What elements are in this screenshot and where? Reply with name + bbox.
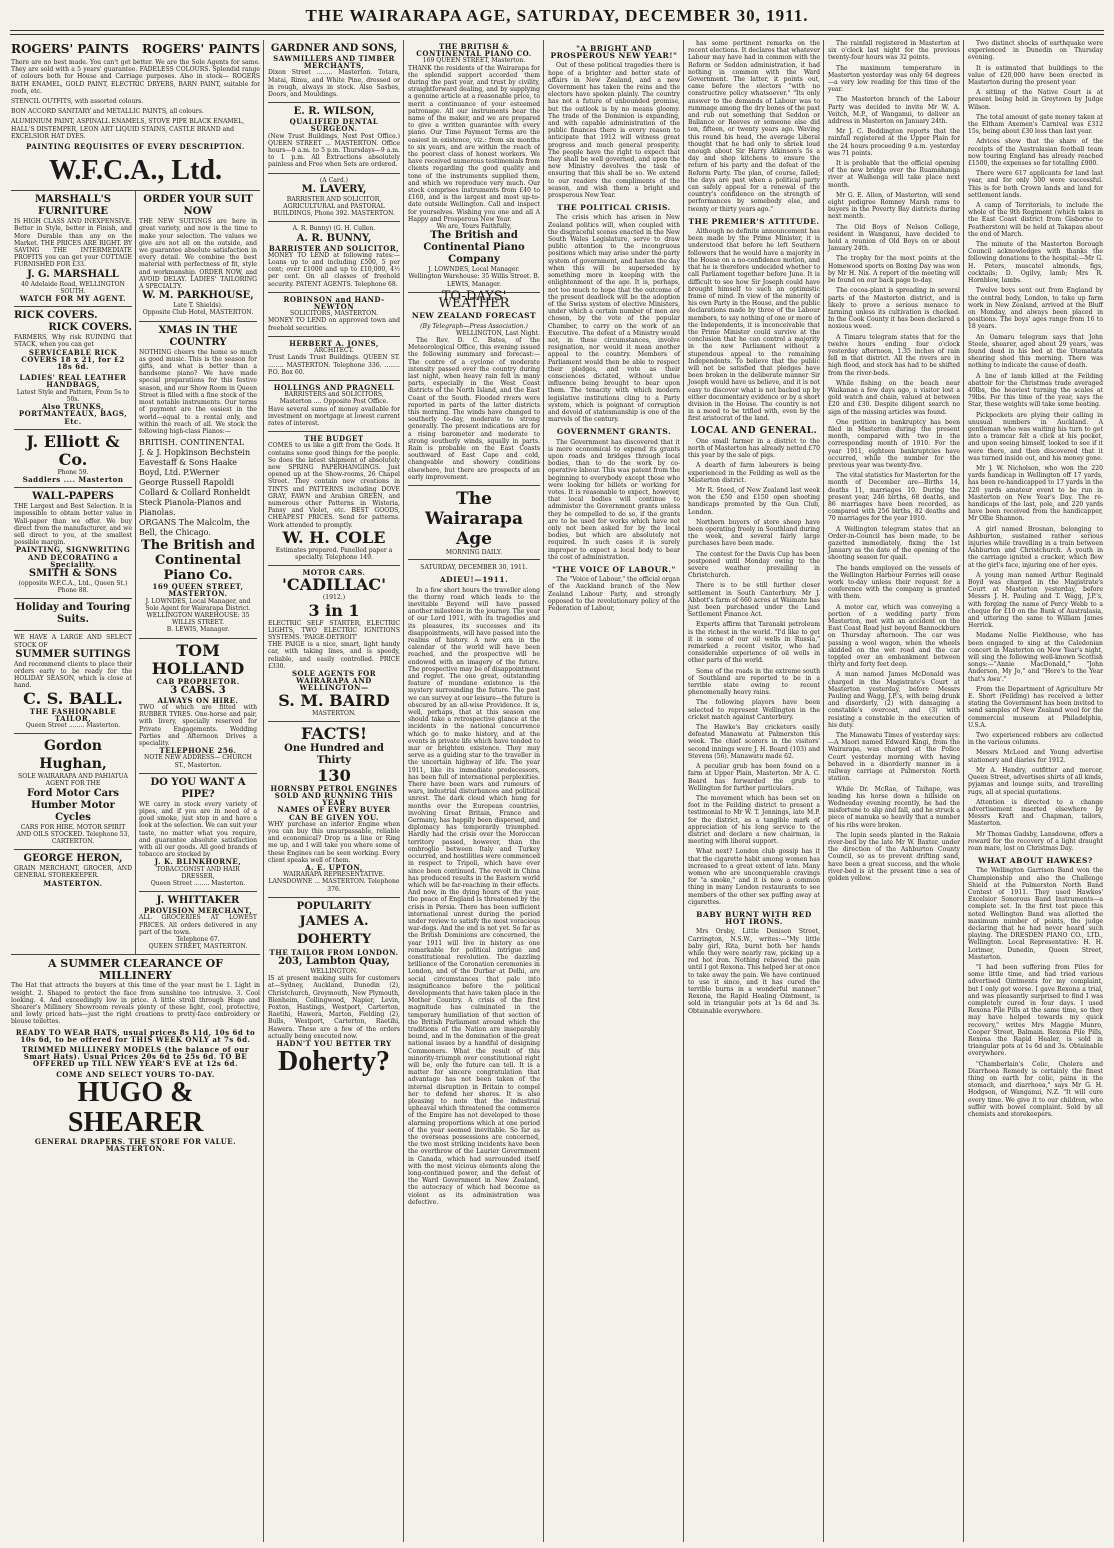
baby-body: Mrs Orsby, Little Denison Street, Carrington, N.S.W., writes:—"My little baby girl, Rita, burnt both her hands while they were nearly raw, picking up a red hot iron. Nothing relieved the pain until I got Rexona. This helped her at once to take away the pain. We have continued to use it since, and it has cured the terrible burns in a wonderful manner." Rexona, the Rapid Healing Ointment, is sold in triangular pots at 1s 6d and 3s. Obtainable everywhere. xyxy=(688,928,821,1015)
parkhouse-name: W. M. PARKHOUSE, xyxy=(142,290,254,302)
editorial-date: SATURDAY, DECEMBER 30, 1911. xyxy=(420,564,528,572)
piano-title: THE BRITISH & CONTINENTAL PIANO CO. xyxy=(416,42,532,59)
hughan-hire: CARS FOR HIRE. MOTOR SPIRIT AND OILS STOCKED. Telephone 53, CARTERTON. xyxy=(16,823,130,845)
facts-agent: A. E. UPTON, xyxy=(305,863,363,873)
jones-name: HERBERT A. JONES, xyxy=(289,338,379,348)
local-para: Experts affirm that Taranaki petroleum is the richest in the world. "I'd like to get it in some of our oil wells in Russia," remarked a recent visitor, who had considerable experience of oil wells in other parts of the world. xyxy=(688,621,820,665)
news-para: The cocoa-plant is spreading in several parts of the Masterton district, and is likely to prove a serious menace to farming unless its cultivation is checked. In the Cook County it has been declared a noxious weed. xyxy=(828,287,960,331)
news-para: Mr J. W. Nicholson, who won the 220 yards handicap in Wellington off 17 yards, has been re-handicapped to 17 yards in the 220 yards amateur event to be run in Masterton on New Year's Day. The re-handicaps of the last, pole, and 220 yards have been received from the handicapper, Mr Ollie Shannon. xyxy=(968,464,1103,523)
gardner-tag: SAWMILLERS AND TIMBER MERCHANTS, xyxy=(273,54,395,71)
cadillac-year: (1912.) xyxy=(322,594,346,602)
doherty-question: HADN'T YOU BETTER TRY xyxy=(276,1039,392,1049)
weather-body: The Rev. D. C. Bates, of the Meteorological Office, this evening issued the following summary and forecast:— The centre of a cyclone of moderate intensity passed over the country during last night, when heavy rain fell in many parts, especially in the West Coast districts of the North Island, and the East Coast of the South. Flooded rivers were reported in parts of the latter districts this morning. The winds have changed to southerly to-day, moderate to strong generally. The present indications are for a rising barometer and moderate to strong southerly winds, squally in parts. Rain is probable on the East Coasts southward of East Cape and cold, changeable and showery conditions elsewhere, but there are prospects of an early improvement. xyxy=(408,336,540,481)
wallpaper-title: WALL-PAPERS xyxy=(32,491,114,503)
doherty-big: Doherty? xyxy=(278,1046,390,1078)
xmas-warehouse: WELLINGTON WAREHOUSE: 35 WILLIS STREET. xyxy=(146,611,250,627)
nameplate-block xyxy=(408,485,540,560)
news-para: It is estimated that buildings to the value of £20,000 have been erected in Masterton during the present year. xyxy=(968,64,1103,87)
rick-title-1: RICK COVERS. xyxy=(14,310,98,322)
suitings-body-2: And recommend clients to place their orders early to be ready for the HOLIDAY SEASON, which is close at hand. xyxy=(14,660,132,690)
pipe-name: J. K. BLINKHORNE, xyxy=(154,857,242,867)
news-para: There were 617 applicants for land last year, and for only 500 were successful. This is for both Crown lands and land for settlement lands. xyxy=(968,170,1103,199)
pipe-body: WE carry in stock every variety of pipes, and if you are in need of a good smoke, just step in and have a look at the selection. We can suit your taste, no matter what you require, and guarantee absolute satisfaction with all our goods. All good brands of tobacco are stocked by xyxy=(139,800,257,859)
facts-num: 130 xyxy=(317,765,351,785)
xmas-agent: J. LOWNDES, Local Manager, and Sole Agent for Wairarapa District. xyxy=(145,597,251,612)
news-para: A sitting of the Native Court is at present being held in Greytown by Judge Wilson. xyxy=(968,89,1103,111)
news-para: Advices show that the share of the receipts of the Australasian football team now touring England has already reached £1500, the expenses so far totalling £900. xyxy=(968,138,1103,168)
rogers-line: STENCIL OUTFITS, with assorted colours. xyxy=(11,98,144,106)
ad-wilson xyxy=(268,103,400,173)
whittaker-body: ALL GROCERIES AT LOWEST PRICES. All orders delivered in any part of the town. xyxy=(139,914,257,936)
local-para: There is to be still further closer settlement in South Canterbury. Mr J. Abbott's farm of 660 acres at Waimate has just been purchased under the Land Settlement Finance Act. xyxy=(688,582,820,619)
piano-manager: J. LOWNDES, Local Manager. xyxy=(428,266,520,274)
bunny-tag: BARRISTER AND SOLICITOR, xyxy=(268,243,400,253)
wallpaper-firm: SMITH & SONS xyxy=(28,567,118,579)
column-rule xyxy=(823,40,824,1542)
ad-cadillac xyxy=(268,566,400,722)
local-para: The following players have been selected to represent Wellington in the cricket match against Canterbury. xyxy=(688,699,820,721)
local-para: Northern buyers of store sheep have been operating freely in Southland during the week, and several fairly large purchases have been made. xyxy=(688,518,820,548)
editorial xyxy=(408,564,540,1206)
budget-title: THE BUDGET xyxy=(304,434,364,444)
ad-hollings xyxy=(268,381,400,432)
cadillac-body: ELECTRIC SELF STARTER, ELECTRIC LIGHTS, TWO ELECTRIC IGNITIONS SYSTEMS. 'PAIGE-DETROIT' xyxy=(268,619,400,641)
parkhouse-late: Late T. Shields). xyxy=(173,302,223,310)
bright-body: Out of these political tragedies there is hope of a brighter and better state of affairs in New Zealand, and a new Government has taken the reins and the electors have spoken plainly. The country has not a future of unbounded promise, but the outlook is by no means gloomy. The trade of the Dominion is expanding, and with capable administration of the public finances there is every reason to anticipate that 1912 will witness great progress and much general prosperity. The people have the right to expect that they shall be well governed, and upon the new Ministry devolves the task of ensuring that this shall be so. We extend to our readers the compliments of the season, and wish them a bright and prosperous New Year. xyxy=(548,62,680,200)
premier-title: THE PREMIER'S ATTITUDE. xyxy=(688,216,820,226)
facts-text: WHY purchase an inferior Engine when you can buy this unsurpassable, reliable and economical? Drop us a line or Ring me up, and I will take you where some of these Engines can be seen working. Every client speaks well of them. xyxy=(268,820,400,864)
parkhouse-addr: Opposite Club Hotel, MASTERTON. xyxy=(142,309,254,317)
news-para: One petition in bankruptcy has been filed in Masterton during the present month, compared with two in the corresponding month of 1910. For the year 1911, eighteen bankruptcies have occurred, while the number for the previous year was twenty-five. xyxy=(828,418,960,469)
local-para: The contest for the Davis Cup has been postponed until Monday owing to the severe weather prevailing in Christchurch. xyxy=(688,550,820,580)
column-rule xyxy=(403,40,404,1542)
millinery-tag: GENERAL DRAPERS. THE STORE FOR VALUE. MASTERTON. xyxy=(34,1136,237,1154)
ball-name: C. S. BALL. xyxy=(23,688,123,708)
masthead: THE WAIRARAPA AGE, SATURDAY, DECEMBER 30, 1911. xyxy=(305,6,809,25)
piano-maker: J. & J. Hopkinson Bechstein xyxy=(139,448,251,458)
political-title: THE POLITICAL CRISIS. xyxy=(557,203,671,213)
news-para: A camp of Territorials, to include the whole of the 9th Regiment (which takes in the East Coast district from Gisborne to Featherston) will be held at Takapau about the end of March. xyxy=(968,202,1103,238)
rogers-line: BON ACCORD SANITARY and METALLIC PAINTS, all colours. xyxy=(11,108,204,116)
news-para: While fishing on the beach near Waikanae a few days ago, a visitor lost a gold watch and chain, valued at between £20 and £30. Despite diligent search no sign of the missing articles was found. xyxy=(828,379,960,416)
editorial-title: ADIEU!—1911. xyxy=(439,575,509,585)
marshall-name: J. G. MARSHALL xyxy=(27,268,119,280)
grants-body: The Government has discovered that it is more economical to expend its grants upon roads and bridges through local bodies, than to do the work by co-operative labour. This was patent from the beginning to everybody except those who were looking for billets or working for votes. It is reasonable to expect, however, that local bodies will continue to administer the Government grants unless they be compelled to do so, if the grants are to be used for works which have not only not been asked for by the local bodies, but which are absolutely not required. In such cases it is surely improper to expect a local body to bear the cost of administration. xyxy=(548,438,680,561)
local-para: The movement which has been set on foot in the Feilding district to present a testimonial to Mr W. T. Jennings, late M.P. for the district, as a tangible mark of appreciation of his long service to the district and declare a new chairman, is meeting with liberal support. xyxy=(688,794,820,846)
millinery-title: A SUMMER CLEARANCE OF MILLINERY xyxy=(47,957,224,983)
xmas-title: XMAS IN THE COUNTRY xyxy=(158,324,238,348)
weather-sub: NEW ZEALAND FORECAST xyxy=(411,311,537,321)
whittaker-tel: Telephone 67. xyxy=(176,936,220,944)
news-para: An Oamaru telegram says that John Steele, shearer, aged about 29 years, was found dead in his bed at the Otematata shearing shed this morning. There was nothing to indicate the cause of death. xyxy=(968,333,1103,370)
rexona-body: "I had been suffering from Piles for some little time, and had tried various advertised Ointments for my complaint, but I only got worse. I gave Rexona a trial, and was pleasantly surprised to find I was completely cured in four days. I used Rexona Pile Pills at the same time, so they may have helped towards my quick recovery," writes Mrs Maggie Munro, Cooper Street, Balmain. Rexona Pile Pills, Rexona the Rapid Healer, is sold in triangular pots at 1s 6d and 3s. Obtainable everywhere. xyxy=(968,963,1103,1058)
local-para: One small farmer in a district to the north of Masterton has already netted £70 this year by the sale of pigs. xyxy=(688,437,820,460)
hollings-body: Have several sums of money available for investment on mortgage at lowest current rates of interest. xyxy=(268,405,400,427)
news-para: A young man named Arthur Reginald Boyd was charged in the Magistrate's Court at Masterton yesterday, before Messrs J. H. Pauling and T. Wagg, J.P.'s, with forging the name of Percy Webb to a cheque for £10 on the Bank of Australasia, and uttering the same to William James Herrick. xyxy=(968,571,1103,630)
wilson-body: (New Trust Buildings, Next Post Office.) QUEEN STREET ... MASTERTON. Office hours—9 a.m. to 5 p.m. Thursdays—9 a.m. to 1 p.m. All Extractions absolutely painless and Free when Sets are ordered. xyxy=(268,132,400,169)
xmas-manager: B. LEWIS, Manager. xyxy=(166,626,230,634)
ad-doherty xyxy=(268,898,400,1081)
holland-always: ALWAYS ON HIRE. xyxy=(157,695,239,705)
local-para: The Hawke's Bay cricketers easily defeated Manawatu at Palmerston this week. The chief scorers in the visitors' second innings were J. H. Board (103) and Stevens (56). Manawatu made 62. xyxy=(688,724,820,760)
news-para: Mr A. Hendry, outfitter and mercer, Queen Street, advertises shirts of all kinds, pyjamas and lounge suits, and travelling rugs, all at special quotations. xyxy=(968,766,1103,796)
elliott-phone: Phone 59. xyxy=(57,468,89,476)
ad-gardner xyxy=(268,40,400,103)
piano-maker: BRITISH. CONTINENTAL xyxy=(139,438,245,448)
labour-body: The "Voice of Labour," the official organ of the Auckland branch of the New Zealand Labour Party, and strongly opposed to the revolutionary policy of the Federation of Labour, xyxy=(548,576,680,613)
news-para: Attention is directed to a change advertisement inserted elsewhere by Messrs Kraft and Chapman, tailors, Masterton. xyxy=(968,798,1103,828)
news-para: The total amount of gate money taken at the Eltham Axemen's Carnival was £312 15s, being about £30 less than last year. xyxy=(968,113,1103,136)
facts-title: FACTS! xyxy=(300,723,368,743)
column-rule xyxy=(543,40,544,1542)
news-para: Madame Nellie Fieldhouse, who has been engaged to sing at the Caledonian concert in Masterton on New Year's night, will sing the following well-known Scottish songs:—"Annie MacDonald," "John Anderson, My Jo," and "Here's to the Year that's Awa'." xyxy=(968,632,1103,683)
ad-bunny xyxy=(268,222,400,292)
news-para: The bands employed on the vessels of the Wellington Harbour Ferries will cease work to-day unless their request for a conference with the company is granted with them. xyxy=(828,564,960,601)
piano-addr: 169 QUEEN STREET, Masterton. xyxy=(422,57,526,65)
ball-tag: THE FASHIONABLE TAILOR, xyxy=(29,706,117,723)
ladies-trunks: Also TRUNKS, PORTMANTEAUX, BAGS, Etc. xyxy=(18,402,128,426)
ladies-body: Latest Style and Pattern, From 5s to 50s. xyxy=(16,388,130,403)
cadillac-town: MASTERTON. xyxy=(312,709,356,717)
ad-lavery xyxy=(268,174,400,223)
ad-parkhouse xyxy=(139,191,257,321)
hughan-name: Gordon Hughan, xyxy=(39,738,107,773)
cadillac-title: MOTOR CARS. xyxy=(302,568,366,578)
weather-byline: (By Telegraph—Press Association.) xyxy=(420,322,528,330)
wallpaper-trade: PAINTING, SIGNWRITING AND DECORATING a Speciality. xyxy=(15,545,131,569)
ad-millinery xyxy=(11,954,260,1156)
masthead-rule-2 xyxy=(10,34,1104,35)
rogers-line: PAINTING REQUISITES OF EVERY DESCRIPTION. xyxy=(26,142,245,152)
ad-pipe xyxy=(139,774,257,892)
budget-tel: Estimates prepared. Panelled paper a specialty. Telephone 149. xyxy=(275,546,393,561)
doherty-pop: POPULARITY xyxy=(296,900,372,912)
local-title: LOCAL AND GENERAL. xyxy=(690,425,818,436)
rogers-title-left: ROGERS' PAINTS xyxy=(11,42,129,56)
suitings-title: SUMMER SUITINGS xyxy=(15,648,131,660)
column-5 xyxy=(545,40,683,1542)
column-3 xyxy=(265,40,403,1542)
millinery-ready: READY TO WEAR HATS, usual prices 8s 11d, 10s 6d to 10s 6d, to be offered for THIS WEEK ONLY at 7s 6d. xyxy=(15,1027,256,1044)
news-para: From the Department of Agriculture Mr E. Short (Feilding) has received a letter stating the Government has been invited to send samples of New Zealand wool for the commercial museum at Philadelphia, U.S.A. xyxy=(968,685,1103,729)
bright-title: "A BRIGHT AND PROSPEROUS NEW YEAR!" xyxy=(550,44,678,61)
news-para: The trophy for the most points at the Homewood sports on Boxing Day was won by Mr H. Nix. A report of the meeting will be found on our back page to-day. xyxy=(828,255,960,285)
chamberlain-body: "Chamberlain's Colic, Cholera and Diarrhoea Remedy is certainly the finest thing on earth for colic, pains in the stomach, and diarrhoea," says Mr G. H. Hodgson, of Wanganui, N.Z. "It will cure every time. We give it to our children, who suffer with bowel complaint. Sold by all chemists and storekeepers. xyxy=(968,1060,1103,1119)
piano-maker: Collard & Collard Ronheldt xyxy=(139,488,251,498)
editorial-body: In a few short hours the traveller along the thorny road which leads to the inevitable Beyond will have passed another milestone in the journey. The year of our Lord 1911, with its tragedies and its pleasures, its successes and its disappointments, will have passed into the realms of history. A new era in the calendar of the world will have been reached, and the prospective will be endowed with an imagery of the future. The prospective may be of disappointment and regret. The one great, outstanding feature of mundane existence is the mystery surrounding the future. The past we can survey at our leisure—the future is obscured by an all-wise Providence. It is, well, perhaps, that at this season one should take a retrospective glance at the incidents in the national concurrence which go to make history, and at the events in private life which have tended to mar or brighten existence. They may serve as a guiding star to the traveller in the uncertain highway of life. The year 1911, like its immediate predecessors, has been full of international perplexities. There have been wars and rumours of wars, industrial disturbances and political unrest. The dark cloud which hung for months over the European countries, involving Great Britain, France and Germany, has happily been dispersed, and diplomacy has temporarily triumphed. Hardly had the crisis over the Moroccan territory passed, however, than the embroglio between Italy and Turkey occurred, and hostilities were commenced in respect to Tripoli, which have ever since been continued. The revolt in China has produced results in the Eastern world which will be far-reaching in their effects. And now, in the dying hours of the year, the peace of England is threatened by the crisis in Persia. There has been sufficient international unrest during the period under review to satisfy the most voracious war-dogs. And the end is not yet. So far as the British Dominions are concerned, the year 1911 will live in history as one remarkable for political intrigue and constitutional revolution. The dazzling brilliance of the Coronation ceremonies in London, and of the Durbar at Delhi, are social circumstances that pale into insignificance before the political developments that have taken place in the Mother Country. A crisis of the first magnitude has culminated in the temporary humiliation of that section of the British Parliament around which the traditions of the Nation are inseparably bound, and in the domination of the great national issues by a handful of designing Commoners. What the result of this minority-triumph over constitutional right will be, only the future can tell. It is a matter for sincere congratulation that advantage has not been taken of the internal disruption in Britain to compel her to defend her shores. It is also pleasing to note that the industrial upheaval which threatened the commerce of the Empire has not developed to those alarming proportions which at one period of the year seemed inevitable. So far as the overseas possessions are concerned, the two most striking incidents have been the overthrow of the Laurier Government in Canada, which had surrounded itself with the most vicious elements along the long-continued power, and the defeat of the Ward Government in New Zealand, the autocracy of which had become as violent as its administration was defective. xyxy=(408,586,540,1206)
news-para: While Dr. McRae, of Taihape, was leading his horse down a hillside on Wednesday evening recently, he had the misfortune to slip and fall, and he struck a piece of manuka so heavily that a number of his ribs were broken. xyxy=(828,785,960,829)
news-para: The vital statistics for Masterton for the month of December are—Births 14, deaths 11, marriages 10. During the present year, 246 births, 68 deaths, and 86 marriages have been recorded, as compared with 256 births, 82 deaths and 70 marriages for the year 1910. xyxy=(828,472,960,523)
heron-body: GRAIN MERCHANT, GROCER, AND GENERAL STOREKEEPER. xyxy=(14,865,132,880)
rogers-body: There are no best made. You can't get better. We are the Sole Agents for same. They are sold with a 5 years' guarantee. FADELESS COLOURS. Splendid range of colours both for House and Carriage purposes. Also in stock— ROGERS BATH ENAMEL, GOLD PAINT, ELECTRIC DRYERS, BARN PAINT, suitable for roofs, etc. xyxy=(11,59,260,95)
ad-british-continental xyxy=(408,40,540,293)
cadillac-body-2: THE PAIGE is a nice, smart, light handy car, with taking lines, and is speedy, reliable, and easily controlled. PRICE £330. xyxy=(268,641,400,670)
pipe-title: DO YOU WANT A PIPE? xyxy=(150,776,246,800)
nameplate-tagline: MORNING DAILY. xyxy=(445,548,503,556)
ad-robinson xyxy=(268,293,400,337)
local-para: A dearth of farm labourers is being experienced in the Feilding as well as the Masterton district. xyxy=(688,462,820,484)
local-para: Mr R. Steed, of New Zealand last week won the £50 and £150 open shooting handicaps promoted by the Gun Club, London. xyxy=(688,486,820,516)
ad-elliott xyxy=(14,430,132,488)
weather-article xyxy=(408,288,540,481)
heron-name: GEORGE HERON, xyxy=(23,853,123,865)
ad-wallpapers xyxy=(14,488,132,599)
weather-dateline: WELLINGTON, Last Night. xyxy=(456,329,540,337)
jones-body: Trust Lands Trust Buildings. QUEEN ST. ........ MASTERTON. Telephone 336. ........ P.O. Box 60. xyxy=(268,354,400,376)
column-7 xyxy=(825,40,963,1542)
ad-heron xyxy=(14,850,132,891)
pipe-tag: TOBACCONIST AND HAIR DRESSER, xyxy=(156,865,240,880)
suitings-body: WE HAVE A LARGE AND SELECT STOCK OF xyxy=(14,634,132,649)
marshall-addr: 40 Adelaide Road, WELLINGTON SOUTH. xyxy=(20,280,126,295)
political-body: The crisis which has arisen in New Zealand politics will, when coupled with the disgraceful scenes enacted in the New South Wales Legislature, serve to draw public attention to the incongruous positions which may arise under the party system of government, and hasten the day when this will be superseded by something more in keeping with the enlightenment of the age. It is, perhaps, not too much to hope that the outcome of the present deadlock will be the adoption of the Swiss system of elective Ministers, under which a certain number of men are chosen, by the vote of the popular Chamber, to carry on the work of an Executive. The defeat of a Ministry would not, in these circumstances, involve resignation, nor would it mean another appeal to the country. Members of Parliament would then be able to respect their pledges, and vote as their consciences dictated, without undue influence being brought to bear upon them. The tenacity with which modern legislative institutions cling to a Party system, which is poignant of corruption and devoid of statesmanship is one of the marvels of the century. xyxy=(548,214,680,424)
rick-offer: SERVICEABLE RICK COVERS 18 x 21, for £2 18s 6d. xyxy=(21,347,125,372)
column-8 xyxy=(965,40,1106,1542)
news-para: Mr J. C. Boddington reports that the rainfall registered at the Upper Plain for the 24 hours proceeding 9 a.m. yesterday was 71 points. xyxy=(828,128,960,157)
ad-ball xyxy=(14,631,132,734)
lavery-name: M. LAVERY, xyxy=(301,183,367,195)
news-para: The maximum temperature in Masterton yesterday was only 64 degrees—a very low reading for this time of the year. xyxy=(828,64,960,94)
holland-tel: TELEPHONE 256. xyxy=(159,746,237,756)
column-6 xyxy=(685,40,823,1542)
piano-firm: The British and Continental Piano Company xyxy=(423,230,525,266)
news-para: A Wellington telegram states that an Order-in-Council has been made, to be gazetted immediately, fixing the 1st January as the date of the opening of the shooting season for quail. xyxy=(828,525,960,562)
whittaker-name: J. WHITTAKER xyxy=(156,895,240,907)
column-rule xyxy=(963,40,964,1542)
column-1 xyxy=(8,40,263,1542)
news-para: Two distinct shocks of earthquake were experienced in Dunedin on Thursday evening. xyxy=(968,40,1103,62)
bunny-name: A. R. BUNNY, xyxy=(296,232,372,244)
jones-tag: ARCHITECT. xyxy=(314,347,354,355)
column-4 xyxy=(405,40,543,1542)
budget-body: COMES to us like a gift from the Gods. It contains some good things for the people. So does the latest shipment of absolutely new SPRING PAPERHANGINGS. Just opened up at the Show-rooms, 26 Chapel Street. They contain new creations in TINTS and PATTERNS including DOVE GRAY, FAWN and Arabian GREEN, and numerous other Patterns in Wisteria, Pansy and Violet, etc. BEST GOODS, CHEAPEST PRICES. Send for patterns. Work attended to promptly. xyxy=(268,442,400,529)
doherty-name: JAMES A. DOHERTY xyxy=(296,913,372,947)
hawkes-title: WHAT ABOUT HAWKES? xyxy=(978,856,1093,866)
nameplate: The Wairarapa Age xyxy=(425,488,523,549)
ball-addr: Queen Street ........ Masterton. xyxy=(25,721,121,729)
labour-title: "THE VOICE OF LABOUR." xyxy=(552,565,676,575)
piano-body: THANK the residents of the Wairarapa for the splendid support accorded them during the past year, and trust by civility, straightforward dealing, and by supplying a genuine article at a reasonable price, to merit a continuance of your esteemed patronage. All our instruments bear the name of the maker, and we are prepared to give a written guarantee with every piano. Our Time Payment Terms are the easiest in existence, viz.: from six months to six years, and are within the reach of the poorest class of honest workers. We have received numerous testimonials from clients regarding the good quality and tone of the instruments supplied them, and which we reproduce very much. Our stock comprises instruments from £40 to £160, and is the largest and most up-to-date outside Wellington. Call and inspect for yourselves. Wishing you one and all A Happy and Prosperous New Year. xyxy=(408,64,540,223)
news-para: The lupin seeds planted in the Rakaia river-bed by the late Mr W. Baxter, under the direction of the Ashburton County Council, so as to prevent drifting sand, have been a great success, and the whole river-bed is at the present time a sea of golden yellow. xyxy=(828,831,960,882)
news-para: A girl named Brosnan, belonging to Ashburton, sustained rather serious injuries while travelling in a train between Ashburton and Christchurch. A youth in the carriage ignited a cracker, which flew at the girl's face, injuring one of her eyes. xyxy=(968,525,1103,569)
piano-maker: ORGANS The Malcolm, the Bell, the Chicago. xyxy=(139,518,250,538)
news-para: A Timaru telegram states that for the twelve hours ending four o'clock yesterday afternoon, 1.35 inches of rain fell in that district. All the rivers are in high flood, and stock has had to be shifted from the river-beds. xyxy=(828,333,960,377)
lavery-card: (A Card.) xyxy=(319,176,349,184)
piano-maker: Steck Pianola-Pianos and Pianolas. xyxy=(139,498,242,518)
news-para: Two experienced robbers are collected in the various columns. xyxy=(968,732,1103,747)
rick-body: FARMERS, Why risk RUINING that STACK, when you can get xyxy=(14,334,132,349)
doherty-body: IS at present making suits for customers at—Sydney, Auckland, Dunedin (2), Christchurch, Greymouth, New Plymouth, Blenheim, Collingwood, Napier, Levin, Foxton, Hastings, Westport, Carterton, Raetihi, Hawera, Marton, Fielding (2), Bulls, Westport, Carterton, Raetihi, Hawera. These are a few of the orders actually being executed now. xyxy=(268,975,400,1040)
millinery-come: COME AND SELECT YOURS TO-DAY. xyxy=(56,1069,215,1079)
weather-title: TO-DAYS' WEATHER xyxy=(438,288,510,312)
xmas-addr: 169 QUEEN STREET, MASTERTON. xyxy=(152,582,244,599)
hughan-cars: Ford Motor Cars Humber Motor Cycles xyxy=(26,787,120,823)
pipe-addr: Queen Street ........ Masterton. xyxy=(150,880,246,887)
ad-tom-holland xyxy=(139,639,257,774)
holland-name: TOM HOLLAND xyxy=(151,640,245,678)
touring-title: Holiday and Touring Suits. xyxy=(15,602,131,626)
holland-body: TWO of which are fitted with RUBBER TYRES. One-horse and pair, with livery, specially reserved for Private Engagements. Wedding Parties and Afternoon Drives a speciality. xyxy=(139,703,257,747)
holland-tag: CAB PROPRIETOR. xyxy=(156,676,240,686)
news-para: A line of lamb killed at the Feilding abattoir for the Christmas trade averaged 40lbs, the heaviest turning the scales at 79lbs. For this time of the year, says the Star, these weights will take some beating. xyxy=(968,372,1103,409)
budget-name: W. H. COLE xyxy=(282,527,386,547)
column-rule xyxy=(683,40,684,1542)
piano-sign: We are, Yours Faithfully, xyxy=(436,223,512,231)
news-para: Pickpockets are plying their calling in unusual numbers in Auckland. A gentleman who was waiting his turn to get into a tramcar felt a click at his pocket, and upon seeing himself, looked to see if it were there, and then discovered that it was turned inside out, and his money gone. xyxy=(968,411,1103,462)
whittaker-addr: QUEEN STREET, MASTERTON. xyxy=(148,943,248,951)
ad-jones xyxy=(268,337,400,381)
rick-title-2: RICK COVERS. xyxy=(48,322,132,334)
piano-warehouse: Wellington Warehouse: 35 Willis Street. B. LEWIS, Manager. xyxy=(408,273,540,288)
cadillac-name: 'CADILLAC' xyxy=(282,575,386,595)
facts-tag: WAIRARAPA REPRESENTATIVE. LANSDOWNE ... MASTERTON. Telephone 376. xyxy=(268,871,400,893)
column-rule xyxy=(263,40,264,1542)
piano-maker: Eavestaff & Sons Haake xyxy=(139,458,238,468)
xmas-body: NOTHING cheers the home so much as good music. This is the season for gifts, and what is better than a handsome piano? We have made special preparations for this festive season, and our Show Room in Queen Street is filled with a fine stock of the most notable instruments. Our terms of payment are the easiest in the world—equal to a rental only, and within the reach of all. We stock the following high-class Pianos:— xyxy=(139,348,257,435)
local-para: What next? London club gossip has it that the cigarette habit among women has increased to a great extent of late. Many women who are unconquerable cravings for "a smoke," and it is now a common thing in many London restaurants to see members of the other sex puffing away at cigarettes. xyxy=(688,848,820,906)
bunny-body: MONEY TO LEND at following rates:—Loans up to and including £500, 5 per cent; over £1000 and up to £10,000, 4½ per cent. On all classes of freehold security. PATENT AGENTS. Telephone 68. xyxy=(268,251,400,288)
millinery-trimmed: TRIMMED MILLINERY MODELS (the balance of our Smart Hats). Usual Prices 20s 6d to 25s 6d. TO BE OFFERED up TILL NEW YEAR'S EVE at 12s 6d. xyxy=(21,1045,250,1069)
ad-hughan xyxy=(14,734,132,850)
robinson-tag: SOLICITORS, MASTERTON. xyxy=(290,310,378,318)
lavery-tag: BARRISTER AND SOLICITOR, AGRICULTURAL and PASTORAL BUILDINGS, Phone 392. MASTERTON. xyxy=(273,195,395,218)
local-para: A peculiar grub has been found on a farm at Upper Plain, Masterton. Mr A. C. Beard has forwarded the grub to Wellington for further particulars. xyxy=(688,763,820,792)
facts-names: NAMES OF EVERY BUYER CAN BE GIVEN YOU. xyxy=(277,805,391,822)
heron-town: MASTERTON. xyxy=(43,878,103,888)
elliott-name: J. Elliott & Co. xyxy=(26,431,120,469)
ad-touring xyxy=(14,599,132,631)
millinery-body: The Hat that attracts the buyers at this time of the year must be 1. Light in weight. 2. Shaped to protect the face from sunshine too intrusive. 3. Cool looking. 4. And exceedingly low in price. A little stroll through Hugo and Shearer's Millinery Showroom reveals plenty of these light, cool, protective, and lowly priced hats—just the right creations to pretty-face embroidery or blouse toilettes. xyxy=(11,982,260,1026)
rogers-firm: W.F.C.A., Ltd. xyxy=(49,155,222,187)
gardner-body: Dixon Street ........ Masterton. Totara, Matai, Rimu, and White Pine, dressed or in rough, always in stock. Also Sashes, Doors, and Mouldings. xyxy=(268,69,400,99)
premier-body: Although no definite announcement has been made by the Prime Minister, it is understood that before he left Southern followers that he would have a majority in the House on a no-confidence motion, and that he is therefore undecided whether to call Parliament together before June. It is difficult to see how Sir Joseph could have brought himself to such an optimistic frame of mind. In view of the minority of his own Party in the House, and the public declarations made by three of the Labour members, to say nothing of one or more of the Independents, it is inconceivable that the Prime Minister could survive at the conclusion that he can control a majority in the new Parliament without a stupendous appeal to the remaining Independents. To believe that the public will not be satisfied that pledges have been broken in the deliberate manner Sir Joseph would have us believe, and it is not easy to discover what is not backed up by either documentary evidence or by a short division in the House. The country is not in a mood to be trifled with, even by the first aristocrat of the land. xyxy=(688,228,820,423)
news-para: A motor car, which was conveying a portion of a wedding party from Masterton, met with an accident on the East Coast Road just beyond Bannockburn on Thursday afternoon. The car was passing a wool wagon, when the wheels skidded on the wet road and the car toppled over an embankment between thirty and forty feet deep. xyxy=(828,603,960,669)
ad-rick-covers xyxy=(14,307,132,429)
ad-whittaker xyxy=(139,892,257,954)
local-para: Some of the roads in the extreme south of Southland are reported to be in a terrible state owing to recent phenomenally heavy rains. xyxy=(688,667,820,697)
wilson-tag: QUALIFIED DENTAL SURGEON. xyxy=(289,117,379,134)
cadillac-firm: S. M. BAIRD xyxy=(278,690,390,710)
hawkes-body: The Wellington Garrison Band won the Championship and also the Challenge Shield at the Palmerston North Band Contest of 1911. They used Hawkes' Excelsior Sonorous Band Instruments—a complete set. In the first test piece this noted Wellington Band was allotted the maximum number of points, the judge declaring that he had never heard such playing. The DRESDEN PIANO CO., LTD., Wellington. Local Representative: H. H. Lorimer, Dunedin, Queen Street, Masterton. xyxy=(968,867,1103,961)
holland-addr: NOTE NEW ADDRESS— CHURCH ST., Masterton. xyxy=(144,754,252,769)
doherty-tag: THE TAILOR FROM LONDON. xyxy=(269,947,399,957)
cadillac-big: 3 in 1 xyxy=(308,600,360,620)
news-para: Messrs McLeod and Young advertise stationery and diaries for 1912. xyxy=(968,749,1103,764)
wallpaper-body: THE Largest and Best Selection. It is impossible to obtain better value in Wall-paper than we offer. We buy direct from the manufacturer, and we sell direct to you, at the smallest possible margin. xyxy=(14,503,132,547)
hollings-name: HOLLINGS AND PRAGNELL xyxy=(273,382,395,392)
piano-maker: Boyd, Ltd. P.Werner xyxy=(139,468,220,478)
ad-budget xyxy=(268,432,400,566)
elliott-trade: Saddlers .... Masterton xyxy=(22,474,124,484)
whittaker-tag: PROVISION MERCHANT, xyxy=(143,906,253,916)
parkhouse-body: THE NEW SUITINGS are here in great variety, and now is the time to make your selection. The values we give are not all on the outside, and we guarantee absolute satisfaction in every detail. We combine the best material with perfectness of fit, style and workmanship. ORDER NOW, and AVOID DELAY. LADIES' TAILORING A SPECIALTY. xyxy=(139,218,257,291)
millinery-firm: HUGO & SHEARER xyxy=(67,1076,204,1138)
bunny-names: A. R. Bunny) (G. H. Cullen. xyxy=(292,225,376,233)
news-para: The rainfall registered in Masterton at six o'clock last night for the previous twenty-four hours was 32 points. xyxy=(828,40,960,62)
marshall-title: MARSHALL'S FURNITURE xyxy=(35,194,111,218)
holland-cabs: 3 CABS. 3 xyxy=(170,684,226,696)
news-para: The Old Boys of Nelson College, resident in Wanganui, have decided to hold a reunion of Old Boys on or about January 24th. xyxy=(828,223,960,253)
ad-rogers-paints xyxy=(11,40,260,191)
hughan-body: SOLE WAIRARAPA AND PAHIATUA AGENT FOR THE xyxy=(18,773,128,788)
doherty-addr: 203, Lambton Quay, xyxy=(278,956,390,968)
marshall-body: IS HIGH CLASS AND INEXPENSIVE. Better in Style, better in Finish, and More Durable than any on the Market. THE PRICES ARE RIGHT. BY SAVING THE INTERMEDIATE PROFITS you can get your COTTAGE FURNISHED FOR £33. xyxy=(14,218,132,269)
news-para: It is probable that the official opening of the new bridge over the Ruamahanga river at Waihenga will take place next month. xyxy=(828,160,960,189)
baby-title: BABY BURNT WITH RED HOT IRONS. xyxy=(696,909,812,927)
ad-xmas-pianos xyxy=(139,322,257,639)
news-para: The minute of the Masterton Borough Council acknowledges with thanks the following donations to the hospital:—Mr G. H. Peters, muscatel almonds, figs, cocktails; D. Ogilvy, lamb; Mrs R. Hornblow, lambs. xyxy=(968,241,1103,285)
robinson-body: MONEY TO LEND on approved town and freehold securities. xyxy=(268,317,400,332)
piano-maker: George Russell Rapoldi xyxy=(139,478,235,488)
hollings-tag: BARRISTERS and SOLICITORS, Masterton .... Opposite Post Office. xyxy=(279,391,389,406)
facts-body: HORNSBY PETROL ENGINES SOLD AND RUNNING THIS YEAR xyxy=(270,783,398,808)
masthead-rule xyxy=(10,30,1104,31)
news-para: The Manawatu Times of yesterday says:—A Maori named Edward Kingi, from the Wairarapa, was charged at the Police Court yesterday morning with having behaved in a disorderly manner in a railway carriage at Palmerston North station. xyxy=(828,732,960,783)
wilson-name: E. R. WILSON, xyxy=(293,106,375,118)
ladies-title: LADIES' REAL LEATHER HANDBAGS, xyxy=(19,373,127,390)
ad-facts xyxy=(268,722,400,898)
doherty-town: WELLINGTON. xyxy=(310,968,358,976)
news-para: The Masterton branch of the Labour Party was decided to invite Mr W. A. Veitch, M.P., of Wanganui, to deliver an address in Masterton on January 24th. xyxy=(828,96,960,126)
ad-marshall xyxy=(14,191,132,307)
rogers-title-right: ROGERS' PAINTS xyxy=(142,42,260,56)
news-para: Twelve boys sent out from England by the central body, London, to take up farm work in New Zealand, arrived at the Bluff on Monday, and always been placed in positions. The boys' ages range from 16 to 18 years. xyxy=(968,287,1103,331)
news-para: A man named James McDonald was charged in the Magistrate's Court at Masterton yesterday, before Messrs Pauling and Wagg, J.P.'s, with being drunk and disorderly, (2) with damaging a constable's overcoat, and (3) with resisting a constable in the execution of his duty. xyxy=(828,671,960,729)
news-para: Mr Thomas Gadsby, Lansdowne, offers a reward for the recovery of a light draught roan mare, lost on Christmas Day. xyxy=(968,830,1103,852)
news-para: Mr G. E. Allen, of Masterton, will send eight pedigree Romney Marsh rams to buyers in the Poverty Bay districts during next month. xyxy=(828,191,960,221)
rogers-line: ALUMINIUM PAINT, ASPINALL ENAMELS, STOVE PIPE BLACK ENAMEL, HALL'S DISTEMPER, LEON ART LIQUID STAINS, CASTLE BRAND and EXCELSIOR HAT DYES. xyxy=(11,118,245,140)
parkhouse-title: ORDER YOUR SUIT NOW xyxy=(143,194,253,218)
wallpaper-addr: (opposite W.F.C.A., Ltd., Queen St.) Phone 88. xyxy=(18,579,128,595)
marshall-tag: WATCH FOR MY AGENT. xyxy=(19,294,127,304)
grants-title: GOVERNMENT GRANTS. xyxy=(556,427,672,437)
labour-continued: has some pertinent remarks on the recent elections. It declares that whatever Labour may have had in common with the Reform or Seddon administration, it had nothing in common with the Ward Government. The latter, it points out, came before the electors "with no constructive policy whatsoever." "Its only answer to the demands of Labour was to rummage among the dry bones of the past and rub out something that Seddon or Ballance or Reeves or someone else did ten, fifteen, or twenty years ago. Waving this round his head, the average Liberal thought that he had only to shriek loud enough about Sir Harry Atkinson's 5s a day and shop kitchens to ensure the return of his party and the defeat of the Reform Party. The plan, of course, failed; the days are past when a political party can safely appeal for a renewal of the country's confidence on the strength of performances by somebody else, and twenty or thirty years ago." xyxy=(688,40,820,213)
robinson-name: ROBINSON and HAND-NEWTON xyxy=(283,294,385,312)
cadillac-agents: SOLE AGENTS FOR WAIRARAPA AND WELLINGTON— xyxy=(291,669,377,693)
facts-sub: One Hundred and Thirty xyxy=(284,742,384,766)
xmas-firm: The British and Continental Piano Co. xyxy=(141,538,255,584)
gardner-title: GARDNER AND SONS, xyxy=(270,43,398,54)
